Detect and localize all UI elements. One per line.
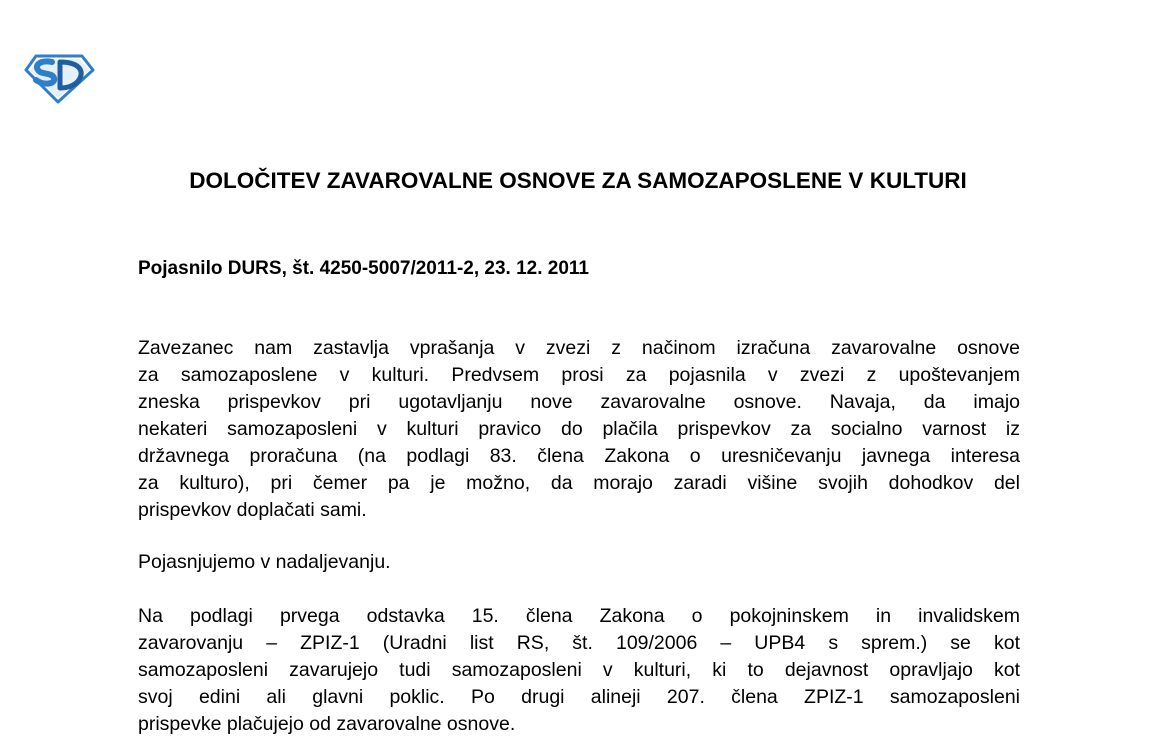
text-line: nekateri samozaposleni v kulturi pravico do plačila prispevkov za socialno varnost iz (138, 418, 1020, 440)
text-line: Na podlagi prvega odstavka 15. člena Zakona o pokojninskem in invalidskem (138, 605, 1020, 627)
text-line: prispevke plačujejo od zavarovalne osnove. (138, 713, 516, 735)
paragraph-legal-basis (138, 603, 1020, 738)
text-line: svoj edini ali glavni poklic. Po drugi alineji 207. člena ZPIZ-1 samozaposleni (138, 686, 1020, 708)
sd-logo-icon (22, 48, 96, 104)
text-line: samozaposleni zavarujejo tudi samozaposleni v kulturi, ki to dejavnost opravljajo kot (138, 659, 1020, 681)
text-line: zneska prispevkov pri ugotavljanju nove zavarovalne osnove. Navaja, da imajo (138, 391, 1020, 413)
text-line: Pojasnjujemo v nadaljevanju. (138, 551, 391, 573)
document-reference: Pojasnilo DURS, št. 4250-5007/2011-2, 23. 12. 2011 (138, 258, 589, 279)
page-title: DOLOČITEV ZAVAROVALNE OSNOVE ZA SAMOZAPOSLENE V KULTURI (189, 168, 967, 193)
text-line: za kulturo), pri čemer pa je možno, da morajo zaradi višine svojih dohodkov del (138, 472, 1020, 494)
text-line: prispevkov doplačati sami. (138, 499, 367, 521)
paragraph-intro (138, 549, 1020, 576)
text-line: za samozaposlene v kulturi. Predvsem prosi za pojasnila v zvezi z upoštevanjem (138, 364, 1020, 386)
text-line: državnega proračuna (na podlagi 83. člena Zakona o uresničevanju javnega interesa (138, 445, 1020, 467)
text-line: Zavezanec nam zastavlja vprašanja v zvezi z načinom izračuna zavarovalne osnove (138, 337, 1020, 359)
text-line: zavarovanju – ZPIZ-1 (Uradni list RS, št. 109/2006 – UPB4 s sprem.) se kot (138, 632, 1020, 654)
paragraph-question (138, 335, 1020, 524)
